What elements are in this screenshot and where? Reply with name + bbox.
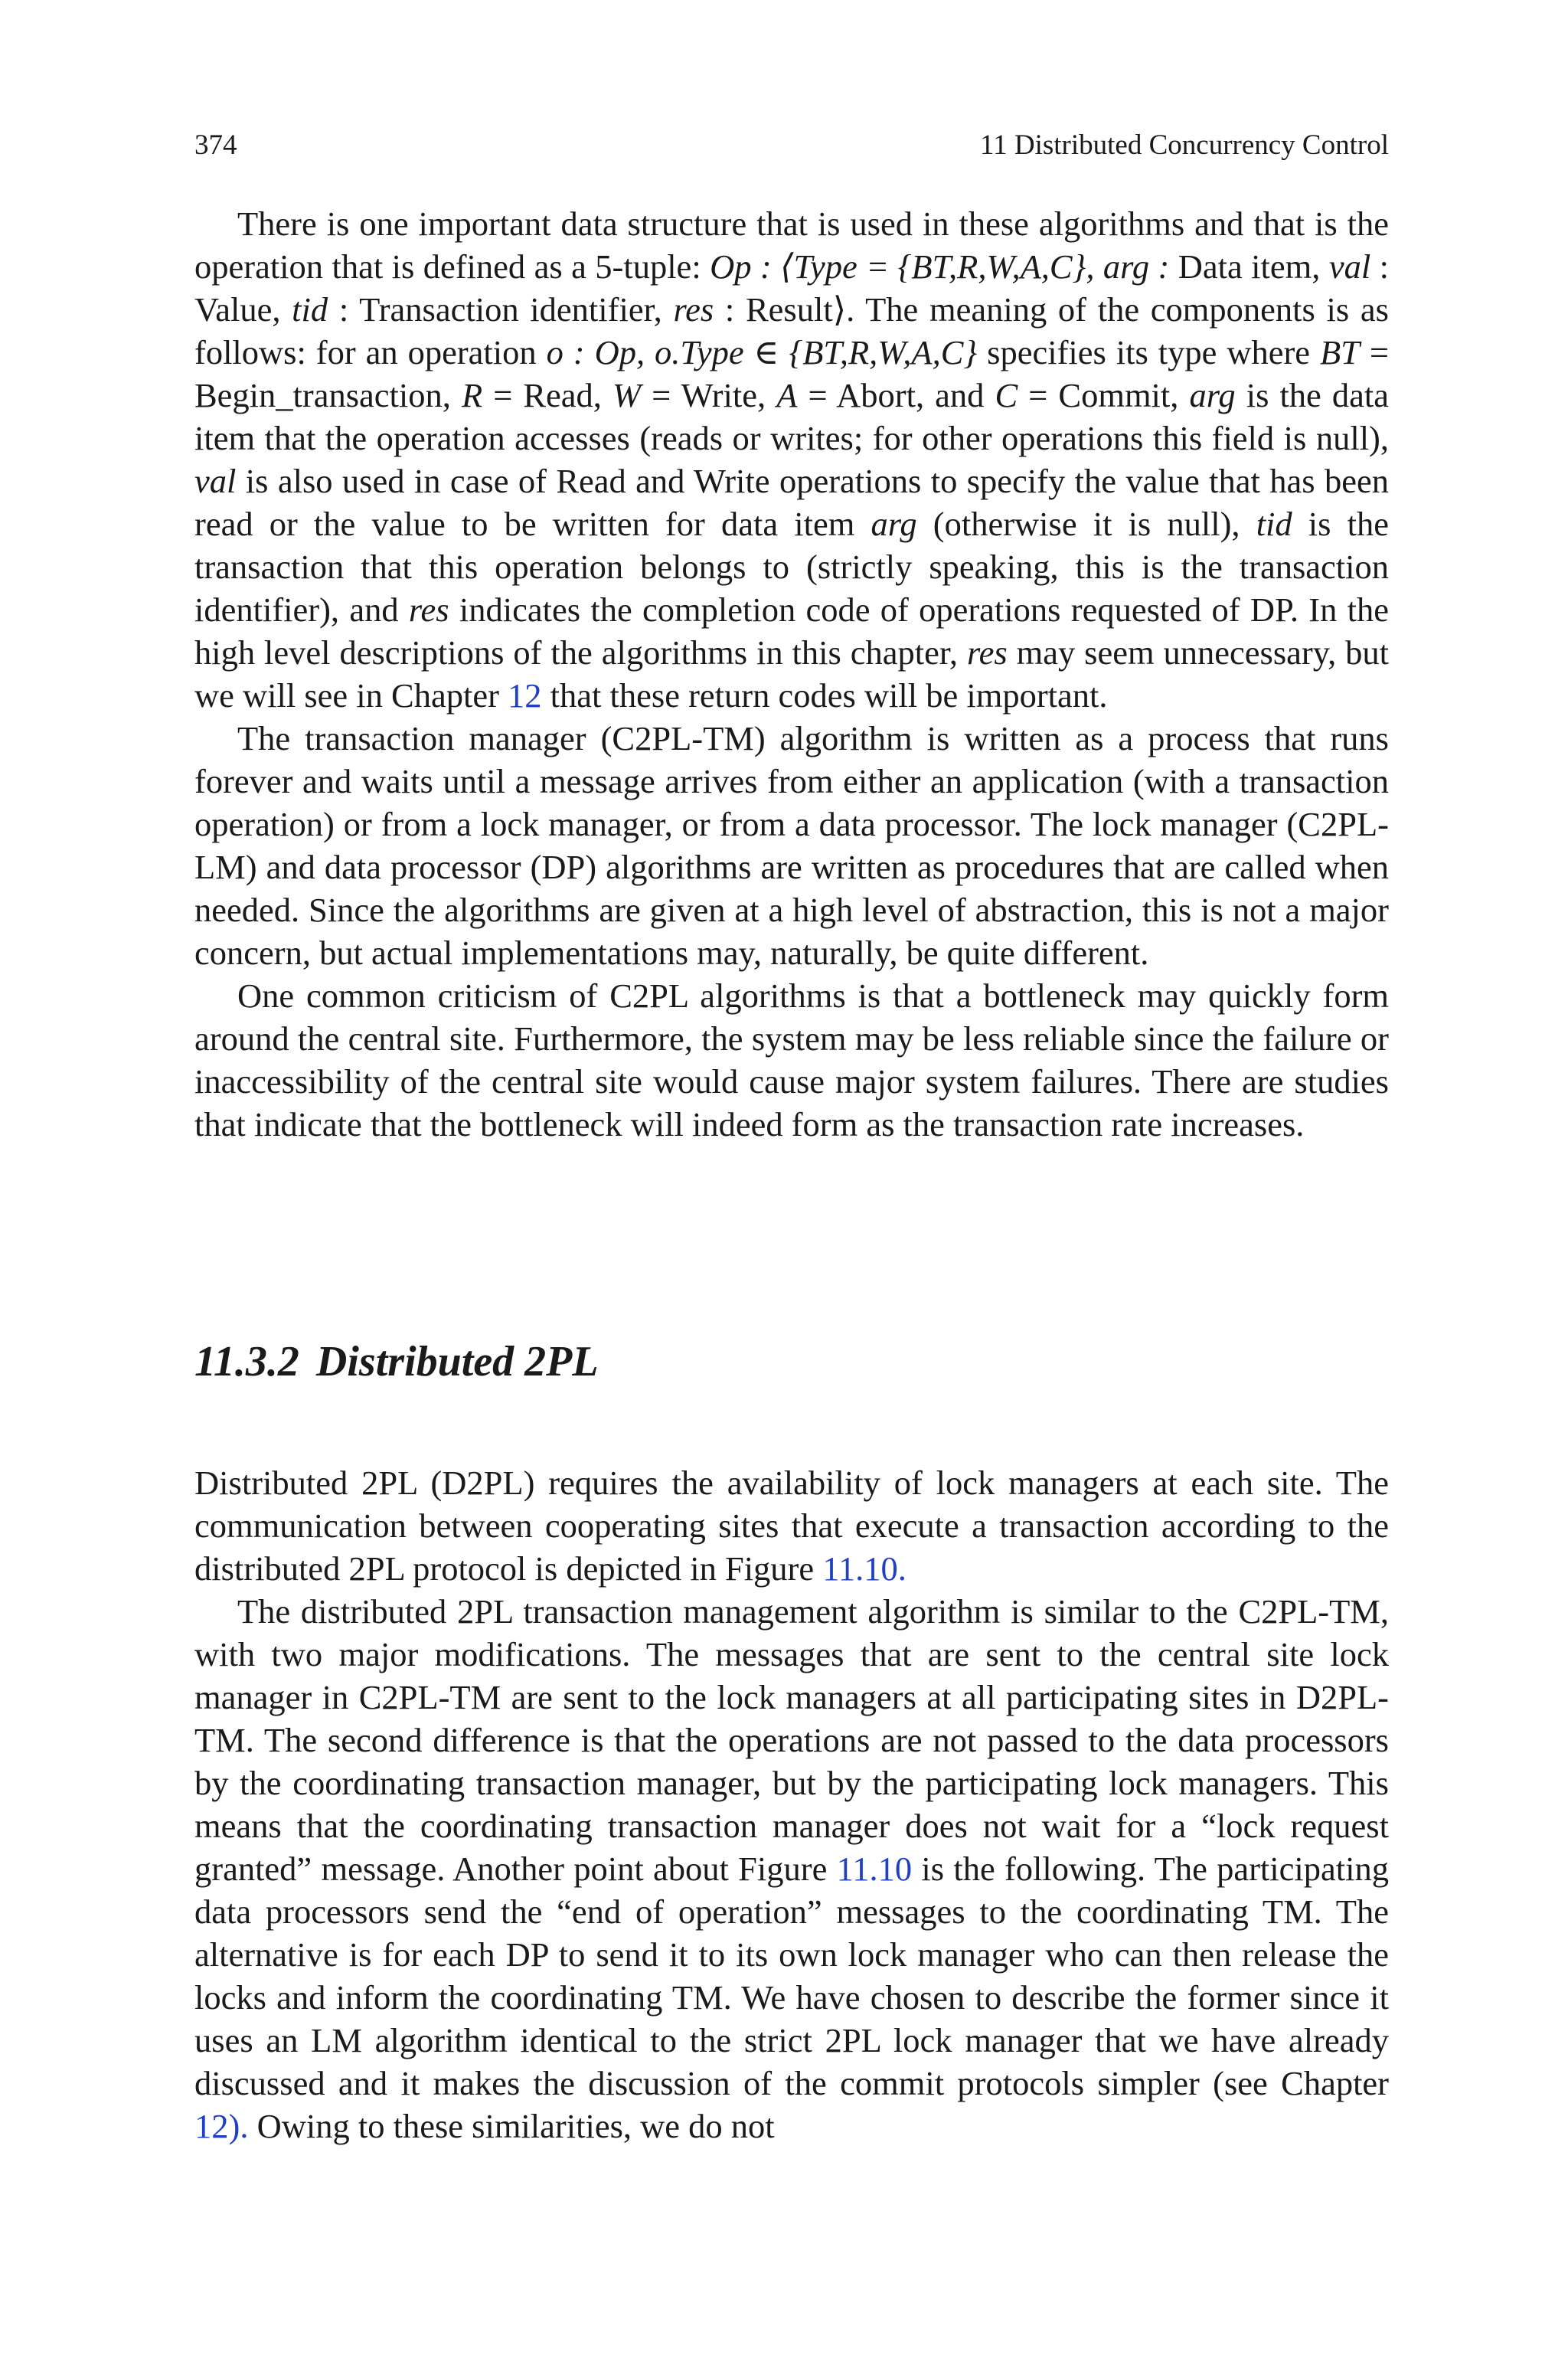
math-var: C: [995, 376, 1018, 414]
math-var: res: [408, 590, 449, 629]
text-run: : Result⟩. The meaning of the components is as follows: for an operation: [194, 290, 1389, 371]
paragraph-d2pl-algorithm: [194, 1590, 1389, 2147]
paragraph-c2pl-criticism: One common criticism of C2PL algorithms is that a bottleneck may quickly form around the central site. Furthermore, the system may be less reliable since the failure or inaccessibility of the central site would cause major system failures. There are studies that indicate that the bottleneck will indeed form as the transaction rate increases.: [194, 976, 1389, 1143]
text-run: The distributed 2PL transaction management algorithm is similar to the C2PL-TM, with two major modifications. The messages that are sent to the central site lock manager in C2PL-TM are sent to the lock managers at all participating sites in D2PL-TM. The second difference is that the operations are not passed to the data processors by the coordinating transaction manager, but by the participating lock managers. This means that the coordinating transaction manager does not wait for a “lock request granted” message. Another point about Figure: [194, 1592, 1389, 1888]
text-run: that these return codes will be important.: [541, 676, 1108, 715]
text-run: is also used in case of Read and Write operations to specify the value that has been read or the value to be written for data item: [194, 462, 1389, 543]
paragraph-operation-structure: [194, 202, 1389, 717]
page-number: 374: [194, 129, 237, 161]
math-var: val: [1328, 247, 1371, 286]
math-var: res: [966, 633, 1008, 672]
math-var: A: [776, 376, 798, 414]
figure-11-10-link[interactable]: 11.10.: [822, 1549, 906, 1588]
text-run: may seem unnecessary, but we will see in Chapter: [194, 633, 1389, 715]
text-run: Owing to these similarities, we do not: [248, 2107, 775, 2145]
text-run: = Abort, and: [797, 376, 995, 414]
math-var: R: [461, 376, 483, 414]
text-run: = Begin_transaction,: [194, 333, 1389, 414]
text-run: There is one important data structure that is used in these algorithms and that is the operation that is defined as a 5-tuple:: [194, 204, 1389, 286]
section-title: Distributed 2PL: [315, 1338, 599, 1385]
math-var: arg: [871, 505, 917, 543]
text-run: indicates the completion code of operations requested of DP. In the high level descriptions of the algorithms in this chapter,: [194, 590, 1389, 672]
text-run: is the following. The participating data processors send the “end of operation” messages to the coordinating TM. The alternative is for each DP to send it to its own lock manager who can then release the locks and inform the coordinating TM. We have chosen to describe the former since it uses an LM algorithm identical to the strict 2PL lock manager that we have already discussed and it makes the discussion of the commit protocols simpler (see Chapter: [194, 1850, 1389, 2102]
text-block-lower: [194, 1461, 1389, 2147]
text-run: = Write,: [641, 376, 777, 414]
text-run: is the data item that the operation accesses (reads or writes; for other operations this field is null),: [194, 376, 1389, 457]
math-op-type: o : Op, o.Type ∈ {BT,R,W,A,C}: [546, 333, 978, 371]
text-run: (otherwise it is null),: [916, 505, 1256, 543]
section-number: 11.3.2: [194, 1338, 299, 1385]
text-run: Distributed 2PL (D2PL) requires the availability of lock managers at each site. The communication between cooperating sites that execute a transaction according to the distributed 2PL protocol is depicted in Figure: [194, 1464, 1389, 1588]
paragraph-c2pl-tm: The transaction manager (C2PL-TM) algorithm is written as a process that runs forever and waits until a message arrives from either an application (with a transaction operation) or from a lock manager, or from a data processor. The lock manager (C2PL-LM) and data processor (DP) algorithms are written as procedures that are called when needed. Since the algorithms are given at a high level of abstraction, this is not a major concern, but actual implementations may, naturally, be quite different.: [194, 719, 1389, 972]
math-op-tuple: Op : ⟨Type = {BT,R,W,A,C}, arg :: [710, 247, 1170, 286]
running-title: 11 Distributed Concurrency Control: [979, 129, 1389, 161]
section-heading: [194, 1336, 599, 1388]
math-var: val: [194, 462, 237, 500]
math-var: tid: [292, 290, 328, 329]
math-var: res: [673, 290, 714, 329]
text-run: : Value,: [194, 247, 1389, 329]
chapter-12-link[interactable]: 12: [508, 676, 542, 715]
paragraph-d2pl-intro: [194, 1461, 1389, 1590]
text-block-upper: [194, 202, 1389, 1146]
text-run: Data item,: [1169, 247, 1329, 286]
math-var: arg: [1189, 376, 1236, 414]
figure-11-10-link[interactable]: 11.10: [836, 1850, 913, 1888]
text-run: specifies its type where: [977, 333, 1320, 371]
math-var: W: [612, 376, 642, 414]
text-run: = Commit,: [1018, 376, 1190, 414]
text-run: : Transaction identifier,: [328, 290, 674, 329]
chapter-12-link[interactable]: 12).: [194, 2107, 249, 2145]
text-run: is the transaction that this operation belongs to (strictly speaking, this is the transaction identifier), and: [194, 505, 1389, 629]
math-var: tid: [1256, 505, 1292, 543]
text-run: = Read,: [482, 376, 612, 414]
math-var: BT: [1320, 333, 1360, 371]
running-head: [194, 127, 1389, 164]
